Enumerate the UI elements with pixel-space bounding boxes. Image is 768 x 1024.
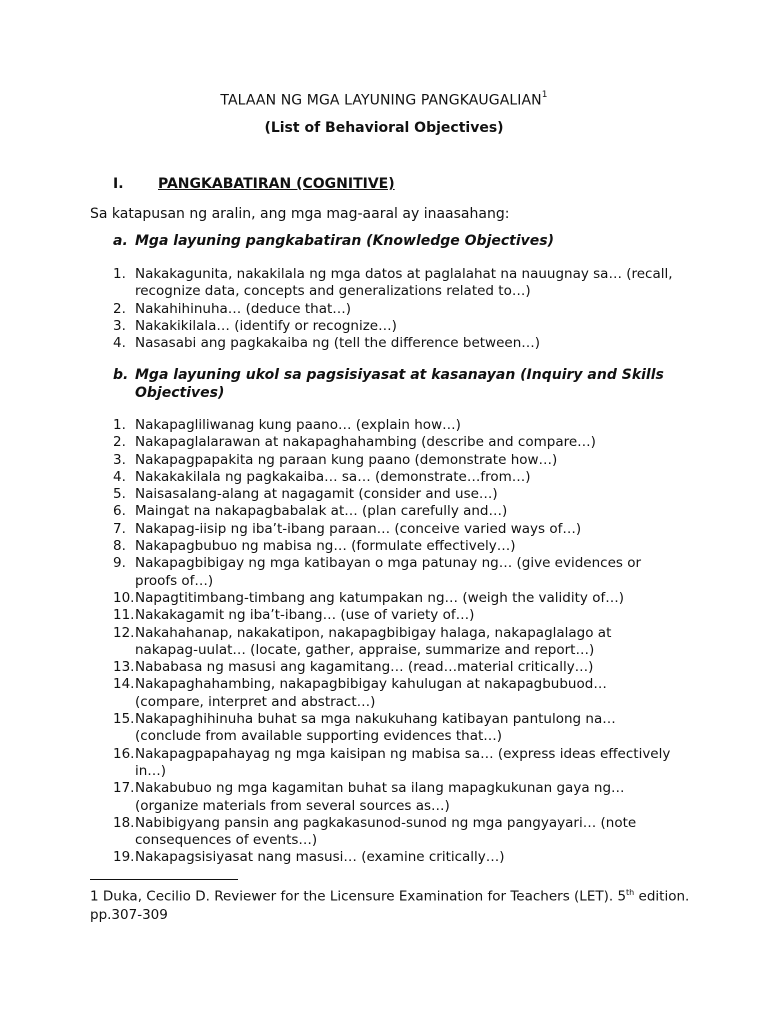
list-item bbox=[113, 486, 673, 503]
inquiry-skills-objectives-list bbox=[113, 417, 673, 867]
list-item bbox=[113, 266, 673, 301]
list-item bbox=[113, 815, 673, 850]
item-text: Nababasa ng masusi ang kagamitang… (read…material critically…) bbox=[135, 659, 594, 676]
list-item bbox=[113, 676, 673, 711]
list-item bbox=[113, 469, 673, 486]
item-text: Nakapagpapakita ng paraan kung paano (demonstrate how…) bbox=[135, 451, 558, 468]
item-number: 2. bbox=[113, 434, 126, 451]
item-number: 10. bbox=[113, 589, 135, 606]
list-item bbox=[113, 452, 673, 469]
page-title bbox=[0, 92, 768, 109]
item-text: Nakakikilala… (identify or recognize…) bbox=[135, 317, 397, 334]
item-text: Nakahihinuha… (deduce that…) bbox=[135, 300, 352, 317]
item-number: 1. bbox=[113, 266, 126, 282]
item-number: 4. bbox=[113, 468, 126, 485]
item-text: Nakakagamit ng iba’t-ibang… (use of variety of…) bbox=[135, 607, 475, 624]
item-text: Nakabubuo ng mga kagamitan buhat sa ilang mapagkukunan gaya ng… (organize materials from several sources as…) bbox=[135, 780, 625, 814]
item-text: Maingat na nakapagbabalak at… (plan carefully and…) bbox=[135, 503, 508, 520]
list-item bbox=[113, 503, 673, 520]
list-item bbox=[113, 538, 673, 555]
list-item bbox=[113, 301, 673, 318]
item-text: Nakapaghihinuha buhat sa mga nakukuhang katibayan pantulong na… (conclude from available supporting evidences that…) bbox=[135, 711, 616, 745]
item-number: 1. bbox=[113, 417, 126, 433]
footnote-text: Duka, Cecilio D. Reviewer for the Licensure Examination for Teachers (LET). 5 bbox=[98, 888, 627, 905]
list-item bbox=[113, 555, 673, 590]
list-item bbox=[113, 746, 673, 781]
item-text: Naisasalang-alang at nagagamit (consider and use…) bbox=[135, 486, 498, 503]
subsection-title: Mga layuning ukol sa pagsisiyasat at kasanayan (Inquiry and Skills Objectives) bbox=[135, 367, 664, 401]
item-text: Nakapagbibigay ng mga katibayan o mga patunay ng… (give evidences or proofs of…) bbox=[135, 555, 642, 589]
item-number: 4. bbox=[113, 335, 126, 352]
subsection-heading-b bbox=[113, 366, 673, 402]
item-number: 3. bbox=[113, 451, 126, 468]
title-footnote-marker: 1 bbox=[541, 90, 548, 100]
item-number: 18. bbox=[113, 814, 135, 831]
list-item bbox=[113, 521, 673, 538]
subsection-heading-a bbox=[113, 232, 673, 250]
item-number: 7. bbox=[113, 520, 126, 537]
section-heading bbox=[113, 176, 395, 192]
item-text: Nabibigyang pansin ang pagkakasunod-sunod ng mga pangyayari… (note consequences of events…) bbox=[135, 814, 637, 849]
footnote-text-end: edition. pp.307-309 bbox=[90, 888, 690, 923]
list-item bbox=[113, 849, 673, 866]
footnote-superscript: th bbox=[626, 888, 635, 897]
footnote-divider bbox=[90, 879, 238, 880]
item-number: 15. bbox=[113, 711, 135, 728]
item-text: Napagtitimbang-timbang ang katumpakan ng… (weigh the validity of…) bbox=[135, 589, 624, 606]
item-text: Nakapagpapahayag ng mga kaisipan ng mabisa sa… (express ideas effectively in…) bbox=[135, 745, 671, 779]
list-item bbox=[113, 417, 673, 434]
item-text: Nakapag-iisip ng iba’t-ibang paraan… (conceive varied ways of…) bbox=[135, 520, 582, 537]
item-number: 19. bbox=[113, 849, 135, 866]
knowledge-objectives-list bbox=[113, 266, 673, 352]
footnote-marker: 1 bbox=[90, 888, 99, 905]
item-number: 3. bbox=[113, 317, 126, 334]
page-subtitle: (List of Behavioral Objectives) bbox=[264, 120, 504, 136]
item-number: 16. bbox=[113, 745, 135, 762]
list-item bbox=[113, 318, 673, 335]
list-item bbox=[113, 607, 673, 624]
list-item bbox=[113, 625, 673, 660]
list-item bbox=[113, 780, 673, 815]
item-number: 2. bbox=[113, 300, 126, 317]
subsection-letter: a. bbox=[113, 233, 128, 249]
list-item bbox=[113, 711, 673, 746]
item-text: Nakapaghahambing, nakapagbibigay kahulugan at nakapagbubuod… (compare, interpret and abstract…) bbox=[135, 676, 607, 710]
item-number: 11. bbox=[113, 607, 135, 624]
subsection-title: Mga layuning pangkabatiran (Knowledge Objectives) bbox=[135, 233, 555, 249]
item-text: Nakapagsisiyasat nang masusi… (examine critically…) bbox=[135, 849, 505, 866]
title-text: TALAAN NG MGA LAYUNING PANGKAUGALIAN bbox=[220, 92, 542, 109]
item-text: Nasasabi ang pagkakaiba ng (tell the difference between…) bbox=[135, 335, 541, 352]
item-number: 9. bbox=[113, 555, 126, 572]
item-number: 17. bbox=[113, 780, 135, 797]
item-number: 5. bbox=[113, 486, 126, 503]
item-number: 8. bbox=[113, 538, 126, 555]
footnote bbox=[90, 884, 690, 924]
item-number: 13. bbox=[113, 659, 135, 676]
section-title: PANGKABATIRAN (COGNITIVE) bbox=[158, 176, 395, 192]
item-number: 6. bbox=[113, 503, 126, 520]
subsection-letter: b. bbox=[113, 367, 129, 383]
item-text: Nakakagunita, nakakilala ng mga datos at paglalahat na nauugnay sa… (recall, recognize data, concepts and generalizations related to…) bbox=[135, 266, 673, 300]
item-text: Nakahahanap, nakakatipon, nakapagbibigay halaga, nakapaglalago at nakapag-uulat… (locate, gather, appraise, summarize and report…) bbox=[135, 624, 612, 658]
list-item bbox=[113, 434, 673, 451]
intro-text: Sa katapusan ng aralin, ang mga mag-aaral ay inaasahang: bbox=[90, 206, 510, 222]
item-text: Nakapagbubuo ng mabisa ng… (formulate effectively…) bbox=[135, 538, 516, 555]
list-item bbox=[113, 590, 673, 607]
item-text: Nakapagliliwanag kung paano… (explain how…) bbox=[135, 417, 461, 433]
item-text: Nakapaglalarawan at nakapaghahambing (describe and compare…) bbox=[135, 434, 596, 451]
list-item bbox=[113, 335, 673, 352]
item-number: 14. bbox=[113, 676, 135, 693]
item-text: Nakakakilala ng pagkakaiba… sa… (demonstrate…from…) bbox=[135, 468, 531, 485]
item-number: 12. bbox=[113, 624, 135, 641]
list-item bbox=[113, 659, 673, 676]
section-number: I. bbox=[113, 176, 124, 192]
